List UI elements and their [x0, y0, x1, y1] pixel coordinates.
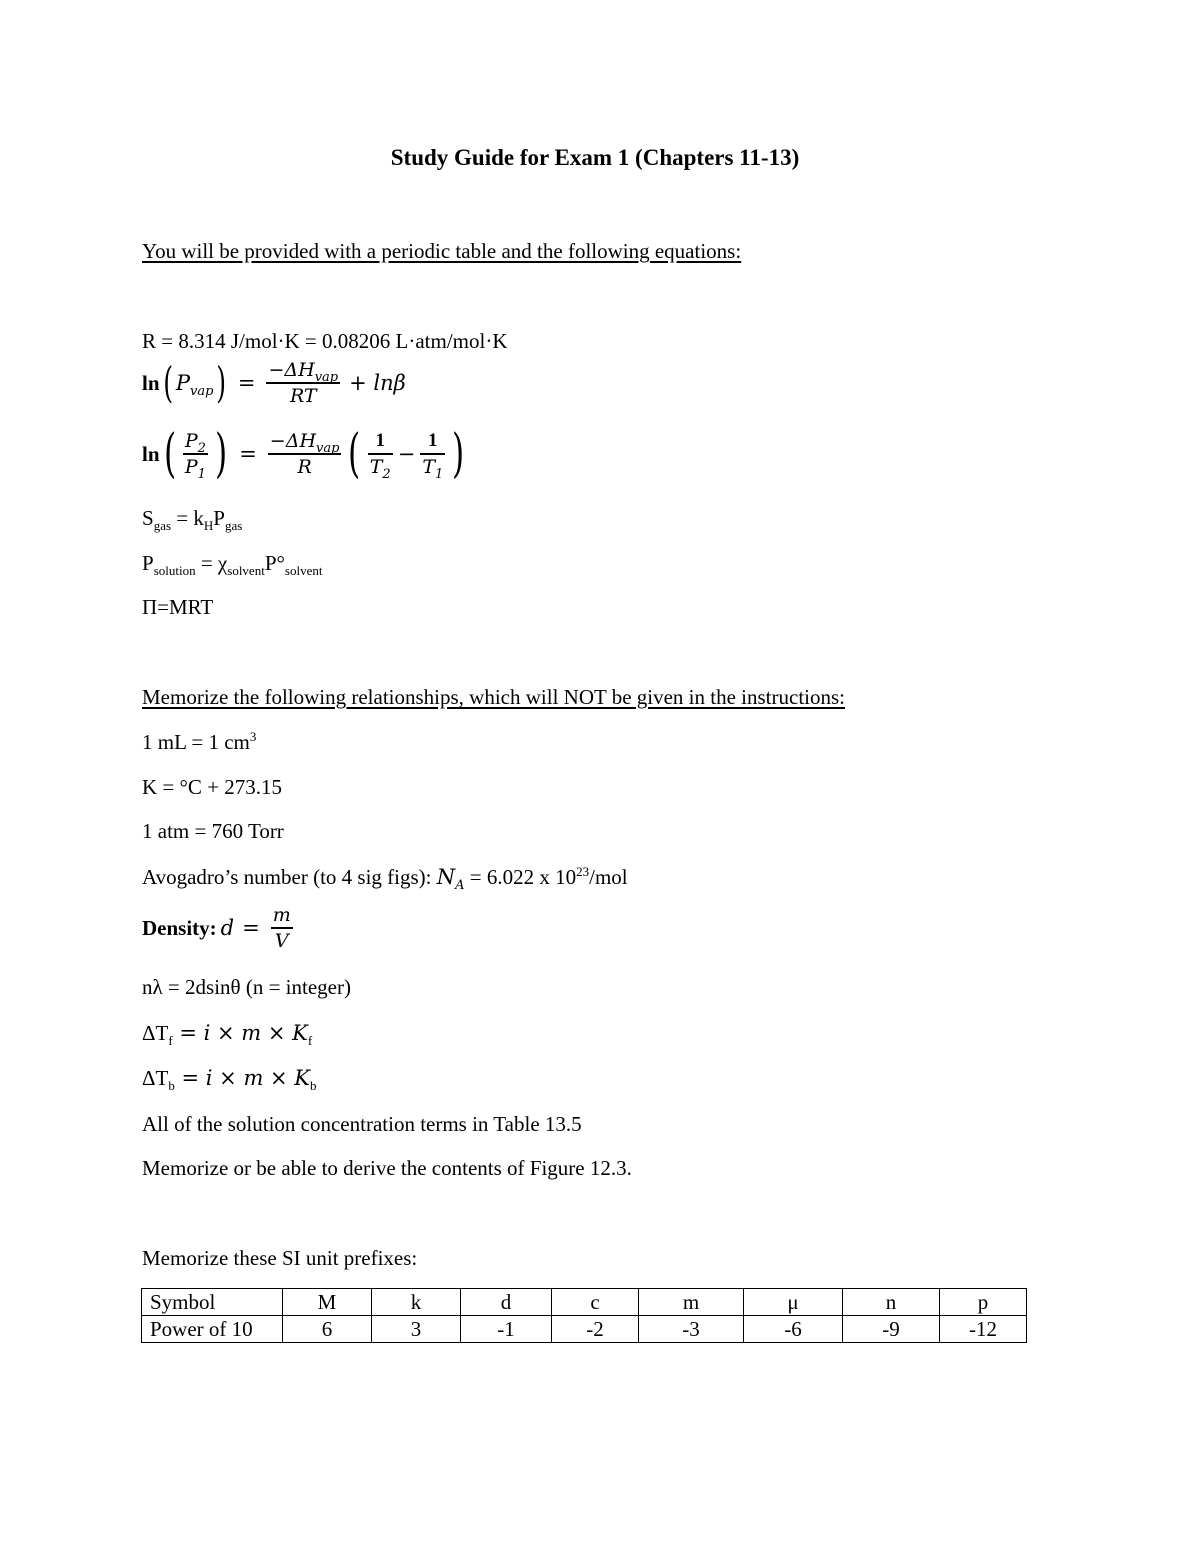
provided-heading: You will be provided with a periodic table and the following equations:	[142, 239, 742, 263]
table-cell: -12	[940, 1316, 1027, 1343]
ln-label: ln	[142, 370, 160, 395]
table-cell: -9	[843, 1316, 940, 1343]
osmotic-pressure: Π=MRT	[142, 595, 214, 619]
freezing-point-depression: $\Delta T_f = i \times m \times K_f$	[142, 1021, 313, 1049]
table-cell: d	[461, 1289, 552, 1316]
ml-cm3-relation: 1 mL = 1 $cm^3$	[142, 729, 257, 754]
table-cell: c	[552, 1289, 639, 1316]
enthalpy-over-r: $\frac{-\Delta H_{vap}}{R}$	[269, 430, 340, 478]
density-formula: Density: d = $\frac{m}{V}$	[142, 904, 291, 952]
mass-over-volume: $\frac{m}{V}$	[272, 904, 291, 952]
table-cell: M	[283, 1289, 372, 1316]
table-cell: k	[372, 1289, 461, 1316]
table-cell: 3	[372, 1316, 461, 1343]
inverse-t1: $\frac{1}{T_1}$	[422, 430, 444, 482]
si-prefix-heading: Memorize these SI unit prefixes:	[142, 1246, 418, 1270]
symbol-row	[142, 1289, 1027, 1316]
figure-note: Memorize or be able to derive the contents of Figure 12.3.	[142, 1156, 632, 1180]
table-note: All of the solution concentration terms in Table 13.5	[142, 1112, 582, 1136]
pvap-term: $P_{vap}$	[175, 371, 214, 400]
table-cell: -1	[461, 1316, 552, 1343]
avogadro-number: Avogadro’s number (to 4 sig figs): $N_A = 6.022$ x $10^{23}$/mol	[142, 864, 628, 894]
atm-torr-relation: 1 atm = 760 Torr	[142, 819, 284, 843]
memorize-heading: Memorize the following relationships, which will NOT be given in the instructions:	[142, 685, 845, 709]
two-point-clausius-equation: ln ( $\frac{P_2}{P_1}$ ) = $\frac{-\Delta H_{vap}}{R}$ ( $\frac{1}{T_2}$ − $\frac{1}{T_1}$ )	[142, 424, 465, 484]
raoults-law: $P_{solution} = \chi_{solvent}P^\circ_{solvent}$	[142, 551, 323, 579]
power-row	[142, 1316, 1027, 1343]
table-cell: p	[940, 1289, 1027, 1316]
gas-constant-line: R = 8.314 J/mol·K = 0.08206 L·atm/mol·K	[142, 329, 508, 353]
kelvin-relation: K = °C + 273.15	[142, 775, 283, 799]
table-cell: -3	[639, 1316, 744, 1343]
table-cell: μ	[744, 1289, 843, 1316]
henrys-law: $S_{gas} = k_HP_{gas}$	[142, 506, 243, 534]
power-row-label: Power of 10	[142, 1316, 283, 1343]
table-cell: -2	[552, 1316, 639, 1343]
table-cell: 6	[283, 1316, 372, 1343]
table-cell: n	[843, 1289, 940, 1316]
clausius-clapeyron-equation: ln ( $P_{vap}$ ) = $\frac{-\Delta H_{vap}}{RT}$ + lnβ	[142, 358, 406, 407]
pressure-ratio: $\frac{P_2}{P_1}$	[184, 430, 206, 482]
bragg-law: nλ = 2dsinθ (n = integer)	[142, 975, 351, 999]
page-title: Study Guide for Exam 1 (Chapters 11-13)	[390, 145, 800, 170]
ln-beta-term: + lnβ	[349, 371, 406, 395]
table-cell: m	[639, 1289, 744, 1316]
enthalpy-fraction: $\frac{-\Delta H_{vap}}{RT}$	[268, 359, 339, 407]
boiling-point-elevation: $\Delta T_b = i \times m \times K_b$	[142, 1066, 317, 1094]
symbol-row-label: Symbol	[142, 1289, 283, 1316]
inverse-t2: $\frac{1}{T_2}$	[369, 430, 391, 482]
table-cell: -6	[744, 1316, 843, 1343]
si-prefix-table	[141, 1288, 1027, 1343]
